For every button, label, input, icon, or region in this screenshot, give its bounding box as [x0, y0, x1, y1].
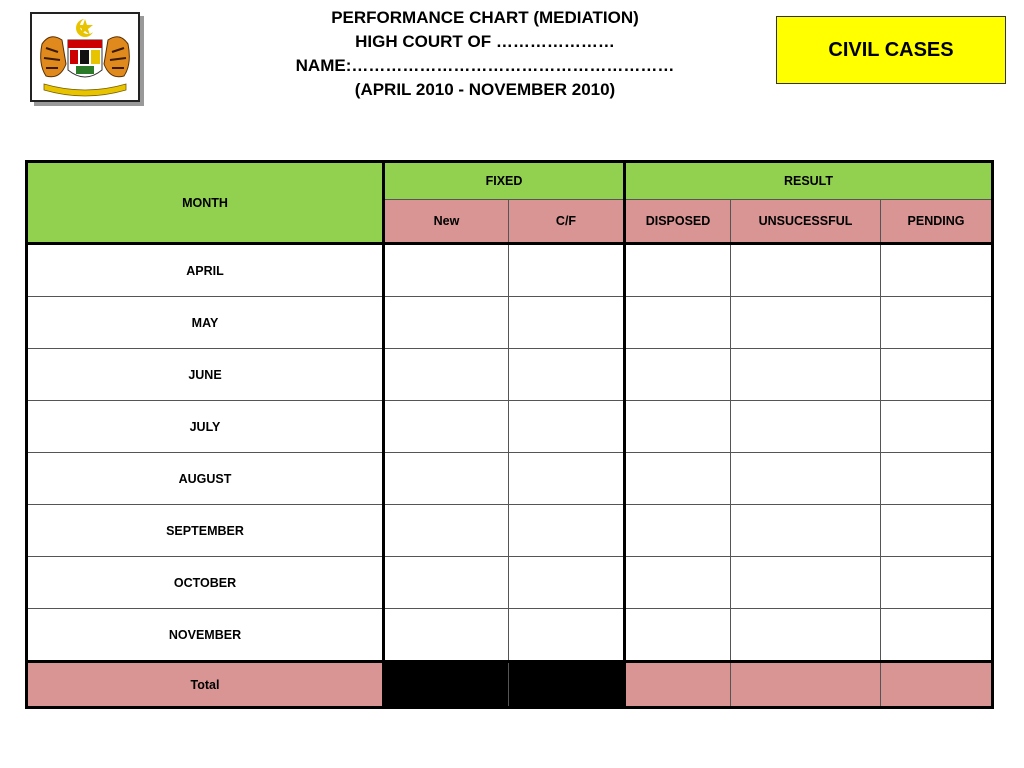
total-unsuccessful-cell[interactable]: [731, 662, 881, 708]
result-group-header: RESULT: [625, 162, 993, 200]
disposed-cell[interactable]: [625, 557, 731, 609]
unsuccessful-cell[interactable]: [731, 557, 881, 609]
cf-cell[interactable]: [509, 297, 625, 349]
month-cell: MAY: [27, 297, 384, 349]
table-row: [27, 297, 993, 349]
new-cell[interactable]: [384, 453, 509, 505]
new-cell[interactable]: [384, 557, 509, 609]
month-cell: APRIL: [27, 244, 384, 297]
table-row: [27, 453, 993, 505]
month-header: MONTH: [27, 162, 384, 244]
disposed-cell[interactable]: [625, 349, 731, 401]
disposed-cell[interactable]: [625, 505, 731, 557]
unsuccessful-cell[interactable]: [731, 401, 881, 453]
cf-cell[interactable]: [509, 244, 625, 297]
cf-cell[interactable]: [509, 557, 625, 609]
total-cf-cell: [509, 662, 625, 708]
pending-cell[interactable]: [881, 349, 993, 401]
col-pending-header: PENDING: [881, 200, 993, 244]
table-row: [27, 244, 993, 297]
cf-cell[interactable]: [509, 349, 625, 401]
unsuccessful-cell[interactable]: [731, 244, 881, 297]
pending-cell[interactable]: [881, 401, 993, 453]
unsuccessful-cell[interactable]: [731, 349, 881, 401]
cf-cell[interactable]: [509, 505, 625, 557]
disposed-cell[interactable]: [625, 297, 731, 349]
pending-cell[interactable]: [881, 297, 993, 349]
disposed-cell[interactable]: [625, 609, 731, 662]
coat-of-arms-logo: [30, 12, 140, 102]
new-cell[interactable]: [384, 297, 509, 349]
coat-of-arms-icon: [32, 14, 138, 100]
pending-cell[interactable]: [881, 609, 993, 662]
col-new-header: New: [384, 200, 509, 244]
month-cell: NOVEMBER: [27, 609, 384, 662]
civil-cases-badge: CIVIL CASES: [776, 16, 1006, 84]
col-disposed-header: DISPOSED: [625, 200, 731, 244]
new-cell[interactable]: [384, 505, 509, 557]
table-row: [27, 401, 993, 453]
pending-cell[interactable]: [881, 244, 993, 297]
title-block: [200, 6, 770, 102]
month-cell: OCTOBER: [27, 557, 384, 609]
total-label: Total: [27, 662, 384, 708]
col-cf-header: C/F: [509, 200, 625, 244]
fixed-group-header: FIXED: [384, 162, 625, 200]
unsuccessful-cell[interactable]: [731, 505, 881, 557]
period-line: (APRIL 2010 - NOVEMBER 2010): [354, 80, 616, 99]
new-cell[interactable]: [384, 244, 509, 297]
month-cell: AUGUST: [27, 453, 384, 505]
disposed-cell[interactable]: [625, 401, 731, 453]
month-cell: JULY: [27, 401, 384, 453]
table-row: [27, 349, 993, 401]
new-cell[interactable]: [384, 349, 509, 401]
total-disposed-cell[interactable]: [625, 662, 731, 708]
table-row: [27, 609, 993, 662]
pending-cell[interactable]: [881, 505, 993, 557]
unsuccessful-cell[interactable]: [731, 609, 881, 662]
unsuccessful-cell[interactable]: [731, 297, 881, 349]
new-cell[interactable]: [384, 401, 509, 453]
table-row: [27, 505, 993, 557]
month-cell: JUNE: [27, 349, 384, 401]
table-row: [27, 557, 993, 609]
total-row: [27, 662, 993, 708]
unsuccessful-cell[interactable]: [731, 453, 881, 505]
name-line: NAME:…………………………………………………: [295, 56, 675, 75]
pending-cell[interactable]: [881, 453, 993, 505]
month-cell: SEPTEMBER: [27, 505, 384, 557]
cf-cell[interactable]: [509, 401, 625, 453]
pending-cell[interactable]: [881, 557, 993, 609]
total-pending-cell[interactable]: [881, 662, 993, 708]
cf-cell[interactable]: [509, 453, 625, 505]
disposed-cell[interactable]: [625, 453, 731, 505]
new-cell[interactable]: [384, 609, 509, 662]
performance-table: [25, 160, 994, 709]
chart-title: PERFORMANCE CHART (MEDIATION): [331, 8, 639, 27]
cf-cell[interactable]: [509, 609, 625, 662]
total-new-cell: [384, 662, 509, 708]
col-unsuccessful-header: UNSUCESSFUL: [731, 200, 881, 244]
disposed-cell[interactable]: [625, 244, 731, 297]
court-line: HIGH COURT OF …………………: [355, 32, 615, 51]
